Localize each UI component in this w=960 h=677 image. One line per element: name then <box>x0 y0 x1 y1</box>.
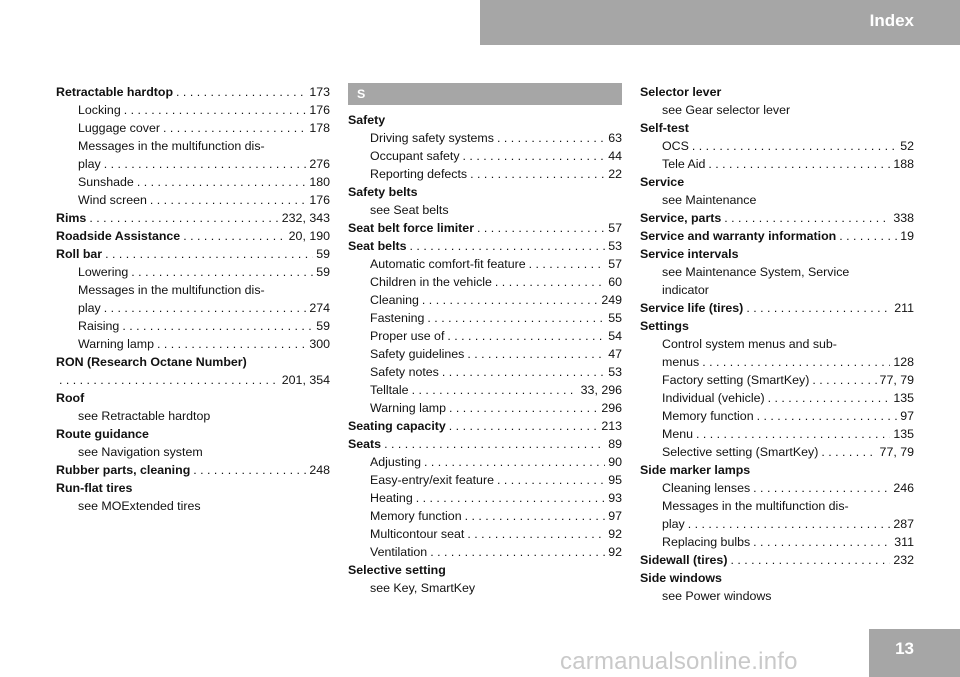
dot-leader <box>104 299 307 317</box>
entry-term: OCS <box>662 139 689 153</box>
index-entry <box>348 543 622 561</box>
entry-page: 44 <box>608 149 622 163</box>
index-entry <box>640 515 914 533</box>
dot-leader <box>768 389 891 407</box>
dot-leader <box>692 137 897 155</box>
index-subtext: see Gear selector lever <box>662 103 791 117</box>
dot-leader <box>449 399 598 417</box>
section-letter-bar <box>348 83 622 105</box>
entry-term: Retractable hardtop <box>56 85 174 99</box>
entry-term: play <box>78 301 101 315</box>
index-entry <box>640 227 914 245</box>
entry-term: Adjusting <box>370 455 421 469</box>
dot-leader <box>497 471 605 489</box>
entry-page: 92 <box>608 527 622 541</box>
index-subtext: see Seat belts <box>370 203 449 217</box>
dot-leader <box>131 263 313 281</box>
dot-leader <box>424 453 605 471</box>
entry-term: Driving safety systems <box>370 131 494 145</box>
entry-term: Tele Aid <box>662 157 706 171</box>
entry-page: 213 <box>601 419 622 433</box>
entry-term: Replacing bulbs <box>662 535 751 549</box>
dot-leader <box>427 309 605 327</box>
index-entry <box>348 525 622 543</box>
entry-page: 57 <box>608 221 622 235</box>
index-subtext: Messages in the multifunction dis- <box>78 283 265 297</box>
index-entry <box>348 399 622 417</box>
index-entry <box>348 291 622 309</box>
entry-term: Heating <box>370 491 413 505</box>
dot-leader <box>442 363 605 381</box>
entry-page: 93 <box>608 491 622 505</box>
entry-term: Factory setting (SmartKey) <box>662 373 810 387</box>
entry-page: 201, 354 <box>281 373 330 387</box>
dot-leader <box>124 101 307 119</box>
index-column-2 <box>348 83 622 597</box>
entry-term: play <box>662 517 685 531</box>
index-heading: Settings <box>640 319 689 333</box>
dot-leader <box>412 381 578 399</box>
index-entry <box>348 129 622 147</box>
dot-leader <box>463 147 606 165</box>
entry-term: play <box>78 157 101 171</box>
entry-page: 55 <box>608 311 622 325</box>
entry-page: 20, 190 <box>288 229 330 243</box>
index-entry <box>348 507 622 525</box>
index-entry <box>348 489 622 507</box>
dot-leader <box>137 173 307 191</box>
dot-leader <box>183 227 285 245</box>
entry-term: Multicontour seat <box>370 527 465 541</box>
entry-page: 173 <box>309 85 330 99</box>
entry-page: 52 <box>900 139 914 153</box>
entry-page: 338 <box>893 211 914 225</box>
entry-page: 178 <box>309 121 330 135</box>
entry-term: Sidewall (tires) <box>640 553 728 567</box>
dot-leader <box>176 83 306 101</box>
entry-page: 211 <box>894 301 914 315</box>
index-entry <box>56 299 330 317</box>
index-entry <box>348 363 622 381</box>
dot-leader <box>89 209 278 227</box>
index-subtext: see Retractable hardtop <box>78 409 211 423</box>
dot-leader <box>757 407 898 425</box>
entry-term: Service life (tires) <box>640 301 744 315</box>
entry-page: 287 <box>893 517 914 531</box>
dot-leader <box>497 129 605 147</box>
entry-page: 249 <box>601 293 622 307</box>
entry-term: Lowering <box>78 265 129 279</box>
entry-page: 47 <box>608 347 622 361</box>
index-entry <box>56 101 330 119</box>
dot-leader <box>839 227 897 245</box>
entry-page: 53 <box>608 239 622 253</box>
entry-page: 128 <box>893 355 914 369</box>
index-entry <box>56 191 330 209</box>
index-entry <box>348 219 622 237</box>
dot-leader <box>104 155 307 173</box>
index-subtext: see Maintenance <box>662 193 757 207</box>
index-entry <box>348 165 622 183</box>
dot-leader <box>384 435 605 453</box>
dot-leader <box>753 533 891 551</box>
index-entry <box>56 245 330 263</box>
index-entry <box>640 479 914 497</box>
index-entry <box>640 389 914 407</box>
index-heading: Self-test <box>640 121 689 135</box>
index-entry <box>348 453 622 471</box>
entry-term: Reporting defects <box>370 167 468 181</box>
entry-page: 89 <box>608 437 622 451</box>
watermark: carmanualsonline.info <box>560 648 798 675</box>
entry-term: Warning lamp <box>370 401 446 415</box>
entry-page: 59 <box>316 265 330 279</box>
dot-leader <box>465 507 606 525</box>
entry-term: Safety notes <box>370 365 439 379</box>
entry-term: Cleaning lenses <box>662 481 751 495</box>
index-subtext: see MOExtended tires <box>78 499 201 513</box>
entry-page: 53 <box>608 365 622 379</box>
entry-term: Roadside Assistance <box>56 229 181 243</box>
index-entry <box>348 435 622 453</box>
index-entry <box>56 155 330 173</box>
entry-term: Occupant safety <box>370 149 460 163</box>
entry-page: 97 <box>900 409 914 423</box>
dot-leader <box>59 371 279 389</box>
index-heading: Run-flat tires <box>56 481 133 495</box>
index-entry <box>56 335 330 353</box>
entry-term: Seating capacity <box>348 419 446 433</box>
entry-term: Cleaning <box>370 293 419 307</box>
index-entry <box>640 533 914 551</box>
entry-term: Seats <box>348 437 382 451</box>
entry-page: 232, 343 <box>281 211 330 225</box>
dot-leader <box>447 327 605 345</box>
entry-page: 300 <box>309 337 330 351</box>
entry-term: Rims <box>56 211 87 225</box>
index-entry <box>348 381 622 399</box>
index-entry <box>56 263 330 281</box>
index-entry <box>640 155 914 173</box>
entry-page: 63 <box>608 131 622 145</box>
entry-page: 296 <box>601 401 622 415</box>
index-entry <box>640 353 914 371</box>
index-entry <box>640 137 914 155</box>
entry-page: 135 <box>893 427 914 441</box>
index-heading: Selective setting <box>348 563 446 577</box>
entry-page: 33, 296 <box>580 383 622 397</box>
entry-page: 92 <box>608 545 622 559</box>
entry-page: 90 <box>608 455 622 469</box>
entry-page: 246 <box>893 481 914 495</box>
page-number-box <box>869 629 960 677</box>
index-entry <box>348 327 622 345</box>
entry-page: 311 <box>894 535 914 549</box>
index-subtext: Messages in the multifunction dis- <box>78 139 265 153</box>
index-subtext: see Power windows <box>662 589 772 603</box>
index-heading: Selector lever <box>640 85 722 99</box>
entry-term: Automatic comfort-fit feature <box>370 257 526 271</box>
dot-leader <box>150 191 306 209</box>
entry-page: 176 <box>309 193 330 207</box>
entry-term: Menu <box>662 427 693 441</box>
entry-term: Warning lamp <box>78 337 154 351</box>
index-entry <box>56 83 330 101</box>
entry-page: 77, 79 <box>879 373 914 387</box>
entry-term: Selective setting (SmartKey) <box>662 445 819 459</box>
entry-page: 22 <box>608 167 622 181</box>
dot-leader <box>702 353 890 371</box>
index-subtext: Messages in the multifunction dis- <box>662 499 849 513</box>
index-entry <box>348 471 622 489</box>
index-heading: Route guidance <box>56 427 149 441</box>
dot-leader <box>163 119 306 137</box>
page-number: 13 <box>895 639 914 658</box>
index-entry <box>348 417 622 435</box>
dot-leader <box>477 219 605 237</box>
index-subtext: indicator <box>662 283 709 297</box>
entry-term: Children in the vehicle <box>370 275 492 289</box>
dot-leader <box>157 335 306 353</box>
dot-leader <box>467 525 605 543</box>
entry-term: Rubber parts, cleaning <box>56 463 191 477</box>
entry-term: Raising <box>78 319 120 333</box>
entry-page: 232 <box>893 553 914 567</box>
index-entry <box>56 173 330 191</box>
entry-page: 188 <box>893 157 914 171</box>
index-heading: RON (Research Octane Number) <box>56 355 247 369</box>
dot-leader <box>746 299 891 317</box>
entry-page: 180 <box>309 175 330 189</box>
index-entry <box>348 147 622 165</box>
index-entry <box>640 209 914 227</box>
entry-term: Sunshade <box>78 175 134 189</box>
entry-page: 97 <box>608 509 622 523</box>
index-heading: Side marker lamps <box>640 463 751 477</box>
entry-term: Memory function <box>662 409 754 423</box>
entry-term: Service and warranty information <box>640 229 837 243</box>
index-entry <box>56 371 330 389</box>
entry-page: 59 <box>316 319 330 333</box>
entry-term: menus <box>662 355 700 369</box>
entry-term: Wind screen <box>78 193 147 207</box>
index-entry <box>640 299 914 317</box>
index-entry <box>640 443 914 461</box>
dot-leader <box>449 417 599 435</box>
entry-page: 77, 79 <box>879 445 914 459</box>
index-entry <box>348 255 622 273</box>
index-subtext: see Navigation system <box>78 445 203 459</box>
dot-leader <box>430 543 605 561</box>
entry-term: Roll bar <box>56 247 103 261</box>
dot-leader <box>753 479 890 497</box>
index-entry <box>56 317 330 335</box>
index-entry <box>348 345 622 363</box>
dot-leader <box>821 443 876 461</box>
entry-term: Individual (vehicle) <box>662 391 765 405</box>
dot-leader <box>812 371 876 389</box>
index-entry <box>348 273 622 291</box>
entry-page: 176 <box>309 103 330 117</box>
entry-term: Telltale <box>370 383 409 397</box>
dot-leader <box>410 237 606 255</box>
entry-term: Luggage cover <box>78 121 160 135</box>
index-entry <box>640 425 914 443</box>
index-entry <box>348 309 622 327</box>
entry-page: 95 <box>608 473 622 487</box>
entry-page: 135 <box>893 391 914 405</box>
index-entry <box>348 237 622 255</box>
entry-page: 248 <box>309 463 330 477</box>
entry-term: Fastening <box>370 311 425 325</box>
header-bar <box>480 0 960 45</box>
dot-leader <box>416 489 605 507</box>
page-title: Index <box>869 11 914 30</box>
entry-term: Seat belt force limiter <box>348 221 475 235</box>
entry-page: 59 <box>316 247 330 261</box>
dot-leader <box>467 345 605 363</box>
dot-leader <box>470 165 605 183</box>
dot-leader <box>696 425 890 443</box>
entry-term: Safety guidelines <box>370 347 465 361</box>
dot-leader <box>495 273 605 291</box>
index-heading: Safety <box>348 113 386 127</box>
index-subtext: see Key, SmartKey <box>370 581 476 595</box>
index-entry <box>56 227 330 245</box>
dot-leader <box>730 551 890 569</box>
entry-term: Seat belts <box>348 239 407 253</box>
index-column-1 <box>56 83 330 515</box>
entry-page: 19 <box>900 229 914 243</box>
index-entry <box>56 461 330 479</box>
dot-leader <box>688 515 891 533</box>
entry-term: Service, parts <box>640 211 722 225</box>
index-heading: Safety belts <box>348 185 418 199</box>
dot-leader <box>529 255 606 273</box>
entry-term: Proper use of <box>370 329 445 343</box>
dot-leader <box>122 317 313 335</box>
entry-term: Locking <box>78 103 121 117</box>
section-letter: S <box>357 87 366 101</box>
entry-term: Memory function <box>370 509 462 523</box>
index-heading: Roof <box>56 391 85 405</box>
index-heading: Service <box>640 175 685 189</box>
index-entry <box>640 407 914 425</box>
entry-page: 57 <box>608 257 622 271</box>
index-entry <box>640 371 914 389</box>
index-heading: Side windows <box>640 571 722 585</box>
entry-page: 60 <box>608 275 622 289</box>
entry-term: Ventilation <box>370 545 428 559</box>
index-heading: Service intervals <box>640 247 739 261</box>
index-subtext: see Maintenance System, Service <box>662 265 850 279</box>
index-entry <box>640 551 914 569</box>
entry-page: 276 <box>309 157 330 171</box>
dot-leader <box>724 209 890 227</box>
index-entry <box>56 209 330 227</box>
entry-page: 274 <box>309 301 330 315</box>
entry-term: Easy-entry/exit feature <box>370 473 494 487</box>
index-column-3 <box>640 83 914 605</box>
dot-leader <box>193 461 306 479</box>
entry-page: 54 <box>608 329 622 343</box>
dot-leader <box>105 245 313 263</box>
dot-leader <box>708 155 890 173</box>
dot-leader <box>422 291 598 309</box>
index-subtext: Control system menus and sub- <box>662 337 837 351</box>
index-entry <box>56 119 330 137</box>
